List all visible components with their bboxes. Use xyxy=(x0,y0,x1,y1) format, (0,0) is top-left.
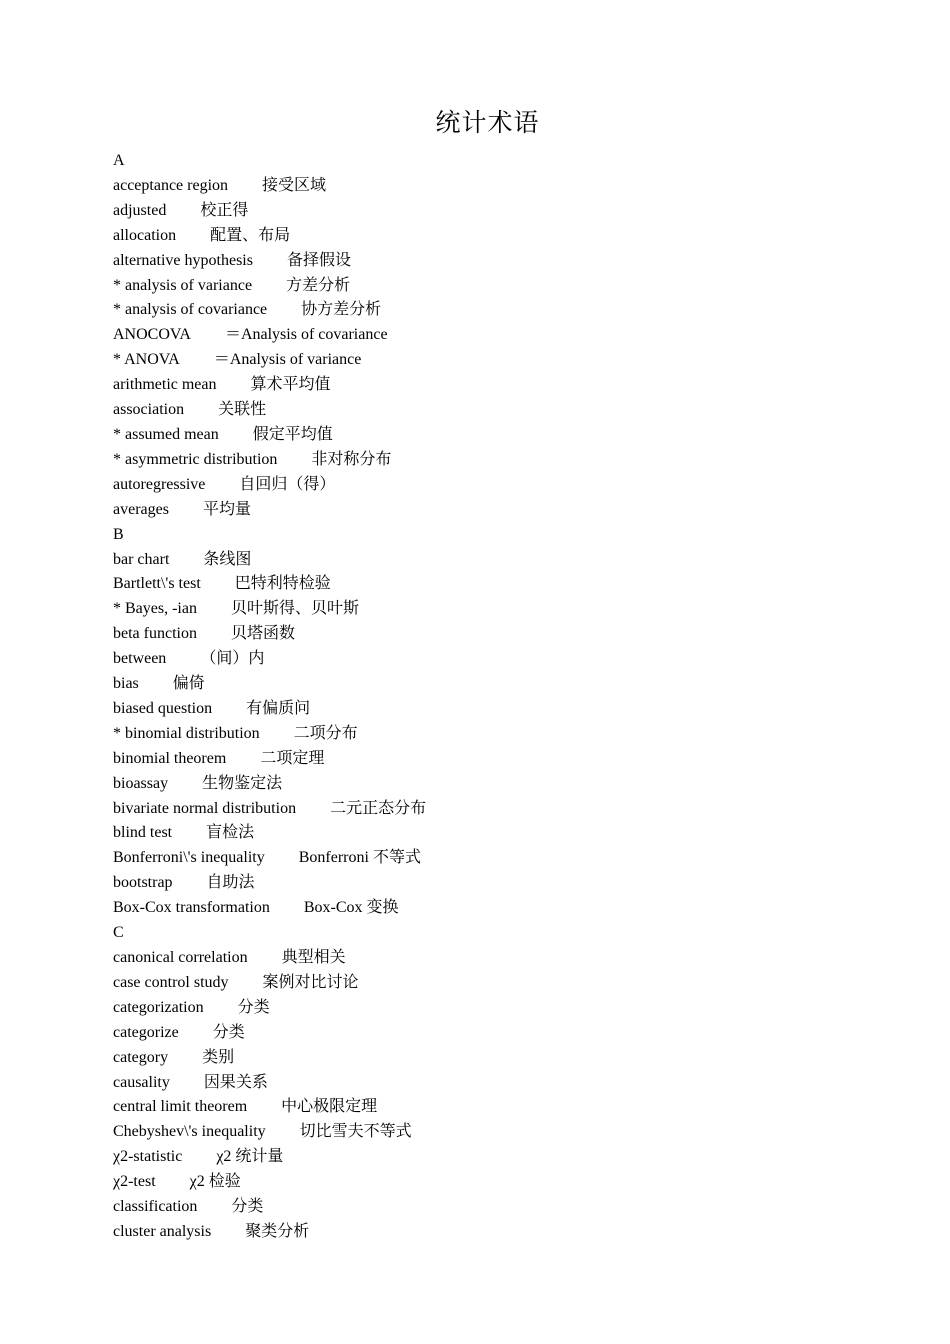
glossary-entry xyxy=(113,1220,893,1245)
glossary-entry xyxy=(113,1095,893,1120)
entry-translation: 关联性 xyxy=(218,401,267,419)
entry-translation: 方差分析 xyxy=(286,276,351,294)
letter-heading: C xyxy=(113,924,124,942)
glossary-entry xyxy=(113,373,893,398)
entry-translation: 偏倚 xyxy=(172,675,205,693)
glossary-entry xyxy=(113,274,893,299)
entry-translation: 算术平均值 xyxy=(250,376,331,394)
entry-translation: 配置、布局 xyxy=(210,226,291,244)
entry-term: bootstrap xyxy=(113,874,173,892)
entry-translation: 典型相关 xyxy=(281,949,346,966)
entry-translation: 分类 xyxy=(237,998,270,1016)
glossary-entry xyxy=(113,797,893,822)
glossary-entry xyxy=(113,1021,893,1046)
letter-heading: A xyxy=(113,152,125,169)
entry-translation: 贝叶斯得、贝叶斯 xyxy=(230,600,359,618)
entry-translation: 平均量 xyxy=(202,500,251,518)
glossary-entry xyxy=(113,1145,893,1170)
entry-translation: 非对称分布 xyxy=(311,450,392,468)
entry-translation: 校正得 xyxy=(200,201,249,219)
entry-term: ANOCOVA xyxy=(113,326,191,344)
entry-translation: Box-Cox 变换 xyxy=(303,899,399,917)
entry-translation: 分类 xyxy=(231,1198,264,1216)
entry-term: * asymmetric distribution xyxy=(113,450,278,468)
entry-term: * binomial distribution xyxy=(113,724,260,742)
entry-translation: 切比雪夫不等式 xyxy=(299,1123,412,1141)
glossary-entry xyxy=(113,473,893,498)
glossary-entry xyxy=(113,1071,893,1096)
entry-term: * Bayes, -ian xyxy=(113,600,197,618)
glossary-entry xyxy=(113,1170,893,1195)
entry-translation: 生物鉴定法 xyxy=(202,774,283,792)
entry-term: Bonferroni\'s inequality xyxy=(113,849,265,867)
entry-translation: 有偏质问 xyxy=(246,699,311,717)
glossary-entry xyxy=(113,647,893,672)
glossary-entry xyxy=(113,821,893,846)
entry-term: causality xyxy=(113,1073,170,1091)
glossary-entry xyxy=(113,996,893,1021)
entry-translation: 案例对比讨论 xyxy=(262,973,359,991)
entry-translation: 接受区域 xyxy=(262,176,327,194)
glossary-entry xyxy=(113,1195,893,1220)
glossary-entry xyxy=(113,298,893,323)
entry-term: Bartlett\'s test xyxy=(113,575,201,593)
entry-term: * assumed mean xyxy=(113,425,219,443)
entry-translation: χ2 检验 xyxy=(189,1173,241,1191)
entry-translation: 因果关系 xyxy=(203,1073,268,1091)
entry-translation: 自助法 xyxy=(206,874,255,892)
entry-term: * analysis of variance xyxy=(113,276,253,294)
glossary-entry xyxy=(113,224,893,249)
entry-translation: 假定平均值 xyxy=(252,425,333,443)
entry-translation: ＝Analysis of variance xyxy=(213,351,362,369)
glossary-entry xyxy=(113,672,893,697)
entry-translation: 类别 xyxy=(202,1048,235,1066)
glossary-entry xyxy=(113,323,893,348)
glossary-entry xyxy=(113,548,893,573)
entry-translation: 二元正态分布 xyxy=(330,799,427,817)
glossary-entry xyxy=(113,946,893,971)
entry-translation: 聚类分析 xyxy=(245,1222,310,1240)
entry-term: central limit theorem xyxy=(113,1098,248,1116)
glossary-entry xyxy=(113,772,893,797)
entry-translation: ＝Analysis of covariance xyxy=(224,326,388,344)
glossary-entry xyxy=(113,199,893,224)
glossary-entry xyxy=(113,498,893,523)
entry-term: biased question xyxy=(113,699,213,717)
entry-term: * analysis of covariance xyxy=(113,301,268,319)
entry-term: χ2-test xyxy=(113,1173,156,1191)
entry-term: autoregressive xyxy=(113,475,206,493)
glossary-entry xyxy=(113,348,893,373)
glossary-entry xyxy=(113,249,893,274)
entry-term: * ANOVA xyxy=(113,351,180,369)
entry-term: cluster analysis xyxy=(113,1222,212,1240)
page-title: 统计术语 xyxy=(435,110,540,137)
glossary-entry xyxy=(113,174,893,199)
glossary-list xyxy=(113,149,893,1245)
glossary-entry xyxy=(113,622,893,647)
entry-translation: 条线图 xyxy=(203,550,252,568)
entry-translation: Bonferroni 不等式 xyxy=(298,849,421,867)
letter-heading: B xyxy=(113,525,124,543)
glossary-entry xyxy=(113,697,893,722)
letter-section-heading xyxy=(113,523,893,548)
entry-term: alternative hypothesis xyxy=(113,251,253,269)
entry-translation: 巴特利特检验 xyxy=(234,575,331,593)
entry-term: canonical correlation xyxy=(113,949,248,966)
entry-translation: 备择假设 xyxy=(286,251,351,269)
entry-translation: χ2 统计量 xyxy=(216,1148,284,1166)
entry-term: acceptance region xyxy=(113,176,229,194)
entry-term: arithmetic mean xyxy=(113,376,217,394)
entry-term: binomial theorem xyxy=(113,749,227,767)
entry-translation: 协方差分析 xyxy=(301,301,382,319)
glossary-entry xyxy=(113,448,893,473)
entry-term: bias xyxy=(113,675,139,693)
entry-translation: 盲检法 xyxy=(206,824,255,842)
glossary-entry xyxy=(113,722,893,747)
entry-term: association xyxy=(113,401,185,419)
glossary-entry xyxy=(113,1120,893,1145)
entry-term: bioassay xyxy=(113,774,169,792)
letter-section-heading xyxy=(113,921,893,946)
entry-term: case control study xyxy=(113,973,229,991)
entry-translation: 中心极限定理 xyxy=(281,1098,378,1116)
entry-term: category xyxy=(113,1048,169,1066)
glossary-entry xyxy=(113,423,893,448)
entry-translation: 二项定理 xyxy=(260,749,325,767)
entry-term: adjusted xyxy=(113,201,167,219)
entry-term: bivariate normal distribution xyxy=(113,799,297,817)
entry-term: classification xyxy=(113,1198,198,1216)
glossary-entry xyxy=(113,971,893,996)
entry-term: categorize xyxy=(113,1023,179,1041)
entry-translation: 二项分布 xyxy=(293,724,358,742)
glossary-entry xyxy=(113,572,893,597)
glossary-entry xyxy=(113,896,893,921)
entry-term: beta function xyxy=(113,625,197,643)
glossary-entry xyxy=(113,597,893,622)
entry-term: categorization xyxy=(113,998,204,1016)
entry-term: Chebyshev\'s inequality xyxy=(113,1123,266,1141)
entry-term: blind test xyxy=(113,824,173,842)
entry-term: averages xyxy=(113,500,169,518)
entry-translation: （间）内 xyxy=(200,650,265,668)
entry-translation: 分类 xyxy=(212,1023,245,1041)
entry-term: χ2-statistic xyxy=(113,1148,183,1166)
glossary-entry xyxy=(113,747,893,772)
entry-term: allocation xyxy=(113,226,177,244)
entry-translation: 贝塔函数 xyxy=(230,625,295,643)
glossary-entry xyxy=(113,398,893,423)
glossary-entry xyxy=(113,871,893,896)
entry-translation: 自回归（得） xyxy=(239,475,336,493)
glossary-entry xyxy=(113,846,893,871)
glossary-entry xyxy=(113,1046,893,1071)
letter-section-heading xyxy=(113,149,893,174)
entry-term: bar chart xyxy=(113,550,170,568)
entry-term: Box-Cox transformation xyxy=(113,899,270,917)
entry-term: between xyxy=(113,650,167,668)
